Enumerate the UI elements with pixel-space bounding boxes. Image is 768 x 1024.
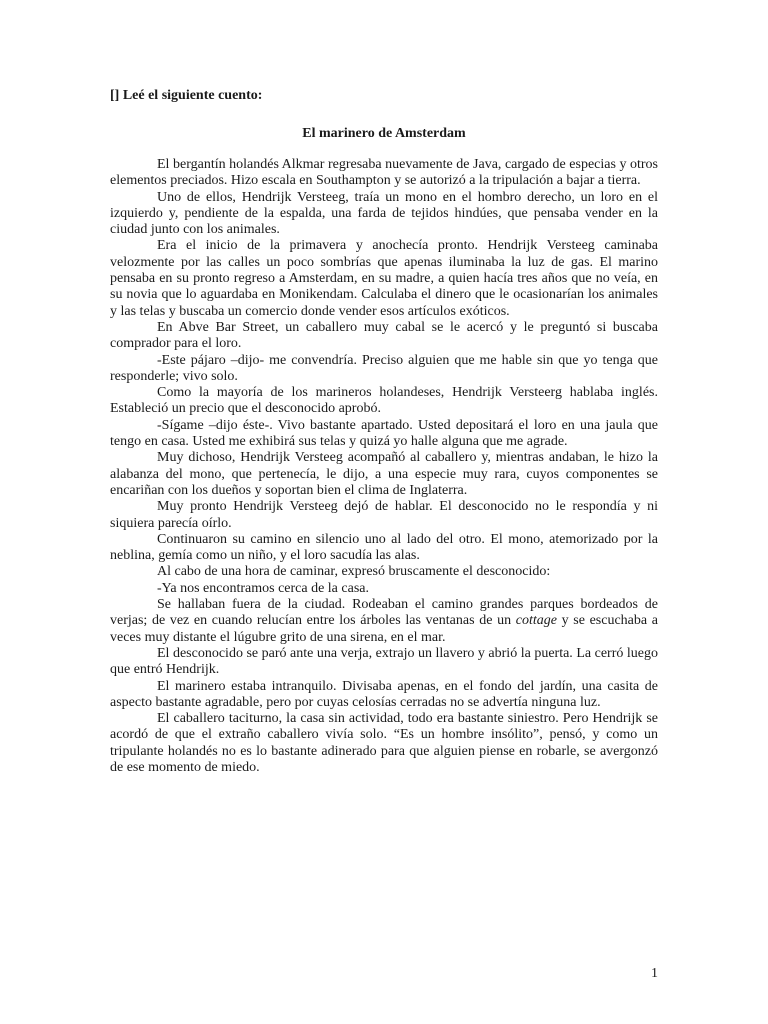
document-page — [110, 86, 658, 776]
story-paragraph: El marinero estaba intranquilo. Divisaba apenas, en el fondo del jardín, una casita de aspecto bastante agradable, pero por cuyas celosías cerradas no se advertía ninguna luz. — [110, 678, 658, 710]
story-paragraph: Al cabo de una hora de caminar, expresó bruscamente el desconocido: — [157, 564, 551, 580]
story-paragraph: El bergantín holandés Alkmar regresaba nuevamente de Java, cargado de especias y otros elementos preciados. Hizo escala en Southampton y se autorizó a la tripulación a bajar a tierra. — [110, 157, 658, 189]
story-paragraph: El caballero taciturno, la casa sin actividad, todo era bastante siniestro. Pero Hendrijk se acordó de que el extraño caballero vivía solo. “Es un hombre insólito”, pensó, y como un tripulante holandés no es lo bastante adinerado para que alguien piense en robarle, se avergonzó de ese momento de miedo. — [110, 711, 658, 775]
story-paragraph: Muy dichoso, Hendrijk Versteeg acompañó al caballero y, mientras andaban, le hizo la alabanza del mono, que pertenecía, le dijo, a una especie muy rara, cuyos componentes se encariñan con los dueños y soportan bien el clima de Inglaterra. — [110, 450, 658, 498]
story-paragraph: El desconocido se paró ante una verja, extrajo un llavero y abrió la puerta. La cerró luego que entró Hendrijk. — [110, 645, 658, 678]
story-paragraph: Muy pronto Hendrijk Versteeg dejó de hablar. El desconocido no le respondía y ni siquiera parecía oírlo. — [110, 499, 658, 531]
story-paragraph: Como la mayoría de los marineros holandeses, Hendrijk Versteerg hablaba inglés. Estableció un precio que el desconocido aprobó. — [110, 385, 658, 417]
story-paragraph: Se hallaban fuera de la ciudad. Rodeaban el camino grandes parques bordeados de verjas; de vez en cuando relucían entre los árboles las ventanas de un cottage y se escuchaba a veces muy distante el lúgubre grito de una sirena, en el mar. — [110, 597, 658, 645]
story-paragraph: -Este pájaro –dijo- me convendría. Preciso alguien que me hable sin que yo tenga que responderle; vivo solo. — [110, 352, 658, 384]
story-body — [110, 157, 658, 776]
story-paragraph: Continuaron su camino en silencio uno al lado del otro. El mono, atemorizado por la neblina, gemía como un niño, y el loro sacudía las alas. — [110, 531, 658, 564]
page-number: 1 — [651, 966, 658, 981]
story-title: El marinero de Amsterdam — [302, 126, 466, 141]
instruction-heading: [] Leé el siguiente cuento: — [110, 88, 263, 103]
italic-word: cottage — [515, 613, 557, 629]
story-paragraph: Uno de ellos, Hendrijk Versteeg, traía un mono en el hombro derecho, un loro en el izquierdo y, pendiente de la espalda, una farda de tejidos hindúes, que pensaba vender en la ciudad junto con los animales. — [110, 189, 658, 238]
story-paragraph: -Ya nos encontramos cerca de la casa. — [157, 580, 369, 596]
story-paragraph: En Abve Bar Street, un caballero muy cabal se le acercó y le preguntó si buscaba comprador para el loro. — [110, 319, 658, 352]
story-paragraph: Era el inicio de la primavera y anochecía pronto. Hendrijk Versteeg caminaba velozmente por las calles un poco sombrías que apenas iluminaba la luz de gas. El marino pensaba en su pronto regreso a Amsterdam, en su madre, a quien hacía tres años que no veía, en su novia que lo aguardaba en Monikendam. Calculaba el dinero que le ocasionarían los animales y las telas y buscaba un comercio donde vender esos artículos exóticos. — [110, 238, 658, 319]
story-paragraph: -Sígame –dijo éste-. Vivo bastante apartado. Usted depositará el loro en una jaula que tengo en casa. Usted me exhibirá sus telas y quizá yo halle alguna que me agrade. — [110, 417, 658, 450]
